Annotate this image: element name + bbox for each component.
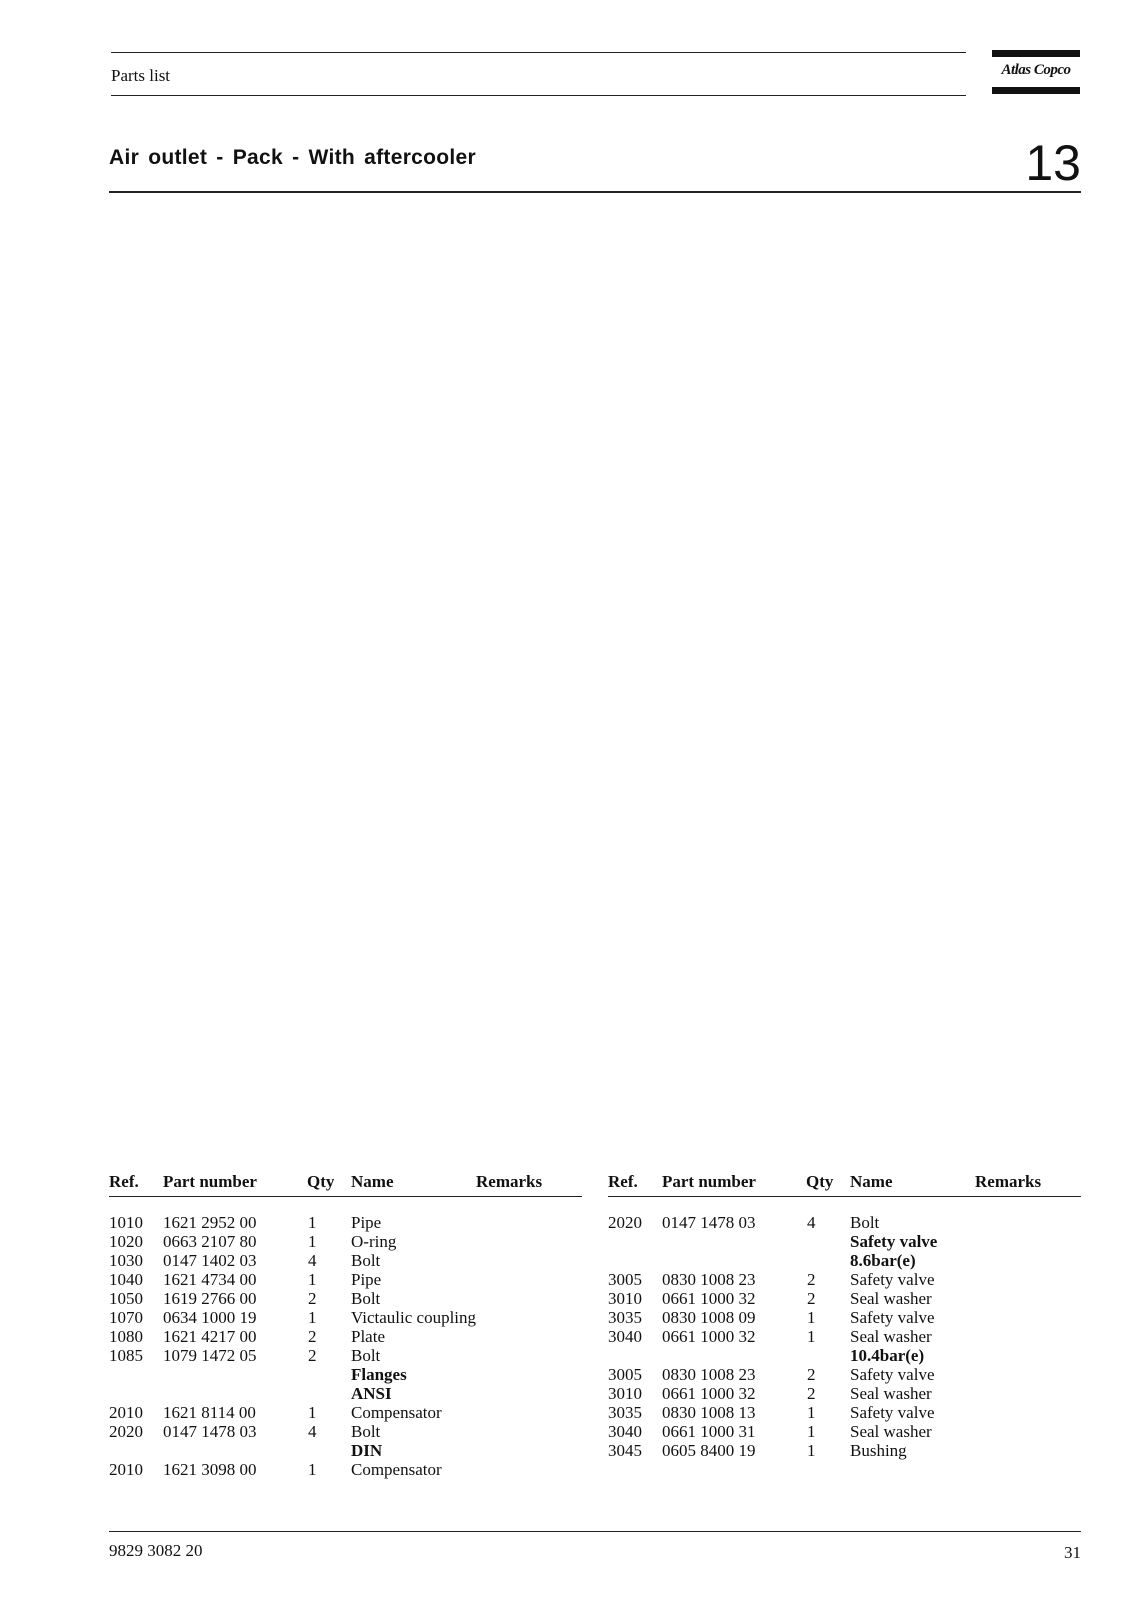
col-remarks-header: Remarks [476, 1172, 543, 1191]
ref-cell: 3035 [608, 1308, 642, 1327]
name-cell: Flanges [351, 1365, 407, 1384]
qty-cell: 2 [807, 1270, 816, 1289]
document-number: 9829 3082 20 [109, 1541, 203, 1560]
part-number-cell: 0147 1402 03 [163, 1251, 257, 1270]
logo-top-bar [992, 50, 1080, 57]
qty-cell: 2 [308, 1327, 317, 1346]
name-cell: Seal washer [850, 1327, 932, 1346]
logo-bottom-bar [992, 87, 1080, 94]
part-number-cell: 0147 1478 03 [662, 1213, 756, 1232]
part-number-cell: 1079 1472 05 [163, 1346, 257, 1365]
ref-cell: 2010 [109, 1460, 143, 1479]
qty-cell: 1 [807, 1441, 816, 1460]
name-cell: Bolt [351, 1346, 381, 1365]
qty-cell: 2 [807, 1365, 816, 1384]
ref-cell: 1030 [109, 1251, 143, 1270]
qty-cell: 1 [807, 1327, 816, 1346]
qty-cell: 4 [807, 1213, 816, 1232]
name-cell: Compensator [351, 1403, 442, 1422]
qty-cell: 1 [807, 1403, 816, 1422]
section-label: Parts list [111, 66, 171, 85]
table-row [608, 1232, 1081, 1251]
ref-cell: 2010 [109, 1403, 143, 1422]
ref-cell: 1040 [109, 1270, 143, 1289]
ref-cell: 1080 [109, 1327, 143, 1346]
ref-cell: 1020 [109, 1232, 143, 1251]
name-cell: Seal washer [850, 1422, 932, 1441]
name-cell: Seal washer [850, 1289, 932, 1308]
ref-cell: 3005 [608, 1365, 642, 1384]
part-number-cell: 0663 2107 80 [163, 1232, 257, 1251]
qty-cell: 1 [308, 1270, 317, 1289]
name-cell: Compensator [351, 1460, 442, 1479]
ref-cell: 3040 [608, 1327, 642, 1346]
col-ref-header: Ref. [608, 1172, 638, 1191]
qty-cell: 1 [807, 1308, 816, 1327]
ref-cell: 3010 [608, 1289, 642, 1308]
part-number-cell: 0661 1000 31 [662, 1422, 756, 1441]
name-cell: Bolt [351, 1422, 381, 1441]
name-cell: Pipe [351, 1213, 382, 1232]
qty-cell: 1 [308, 1213, 317, 1232]
qty-cell: 1 [807, 1422, 816, 1441]
name-cell: Safety valve [850, 1308, 935, 1327]
name-cell: Safety valve [850, 1270, 935, 1289]
name-cell: Bolt [351, 1251, 381, 1270]
table-header [608, 1172, 1081, 1197]
atlas-copco-logo [992, 50, 1080, 94]
ref-cell: 1085 [109, 1346, 143, 1365]
part-number-cell: 0661 1000 32 [662, 1327, 756, 1346]
table-row [608, 1270, 1081, 1289]
table-row [109, 1327, 582, 1346]
logo-wordmark: Atlas Copco [1001, 62, 1071, 78]
ref-cell: 3005 [608, 1270, 642, 1289]
table-row [109, 1251, 582, 1270]
table-row [109, 1308, 582, 1327]
part-number-cell: 1621 2952 00 [163, 1213, 257, 1232]
part-number-cell: 1621 3098 00 [163, 1460, 257, 1479]
col-name-header: Name [351, 1172, 394, 1191]
name-cell: Bolt [351, 1289, 381, 1308]
name-cell: Victaulic coupling [351, 1308, 477, 1327]
name-cell: 8.6bar(e) [850, 1251, 916, 1270]
col-part-header: Part number [662, 1172, 756, 1191]
name-cell: Safety valve [850, 1365, 935, 1384]
name-cell: 10.4bar(e) [850, 1346, 925, 1365]
table-row [608, 1213, 1081, 1232]
table-row [109, 1213, 582, 1232]
table-row [608, 1327, 1081, 1346]
ref-cell: 1070 [109, 1308, 143, 1327]
col-remarks-header: Remarks [975, 1172, 1042, 1191]
header-top-rule [111, 52, 966, 53]
qty-cell: 1 [308, 1308, 317, 1327]
parts-table-left [109, 1172, 582, 1479]
table-header [109, 1172, 582, 1197]
ref-cell: 3010 [608, 1384, 642, 1403]
name-cell: Bushing [850, 1441, 907, 1460]
qty-cell: 2 [807, 1289, 816, 1308]
table-row [109, 1232, 582, 1251]
qty-cell: 2 [807, 1384, 816, 1403]
table-row [608, 1346, 1081, 1365]
part-number-cell: 1621 4217 00 [163, 1327, 257, 1346]
table-row [109, 1441, 582, 1460]
ref-cell: 3045 [608, 1441, 642, 1460]
table-row [608, 1251, 1081, 1270]
col-qty-header: Qty [307, 1172, 335, 1191]
col-name-header: Name [850, 1172, 893, 1191]
part-number-cell: 0661 1000 32 [662, 1384, 756, 1403]
header-bottom-rule [111, 95, 966, 96]
part-number-cell: 0830 1008 23 [662, 1270, 756, 1289]
table-row [608, 1384, 1081, 1403]
part-number-cell: 0605 8400 19 [662, 1441, 756, 1460]
ref-cell: 1010 [109, 1213, 143, 1232]
table-row [109, 1384, 582, 1403]
table-body [109, 1213, 582, 1479]
chapter-number: 13 [1025, 135, 1081, 191]
part-number-cell: 1621 8114 00 [163, 1403, 256, 1422]
qty-cell: 1 [308, 1232, 317, 1251]
table-row [608, 1403, 1081, 1422]
name-cell: Bolt [850, 1213, 880, 1232]
part-number-cell: 0830 1008 13 [662, 1403, 756, 1422]
col-ref-header: Ref. [109, 1172, 139, 1191]
part-number-cell: 1621 4734 00 [163, 1270, 257, 1289]
table-row [109, 1365, 582, 1384]
ref-cell: 2020 [608, 1213, 642, 1232]
name-cell: Pipe [351, 1270, 382, 1289]
part-number-cell: 1619 2766 00 [163, 1289, 257, 1308]
qty-cell: 2 [308, 1289, 317, 1308]
table-row [109, 1403, 582, 1422]
qty-cell: 1 [308, 1403, 317, 1422]
name-cell: Plate [351, 1327, 385, 1346]
part-number-cell: 0830 1008 09 [662, 1308, 756, 1327]
ref-cell: 3040 [608, 1422, 642, 1441]
col-part-header: Part number [163, 1172, 257, 1191]
name-cell: Seal washer [850, 1384, 932, 1403]
name-cell: Safety valve [850, 1232, 938, 1251]
table-body [608, 1213, 1081, 1460]
part-number-cell: 0661 1000 32 [662, 1289, 756, 1308]
col-qty-header: Qty [806, 1172, 834, 1191]
title-rule [109, 191, 1081, 193]
qty-cell: 1 [308, 1460, 317, 1479]
table-row [608, 1289, 1081, 1308]
ref-cell: 2020 [109, 1422, 143, 1441]
table-row [608, 1441, 1081, 1460]
table-row [109, 1270, 582, 1289]
table-row [608, 1365, 1081, 1384]
table-row [109, 1289, 582, 1308]
footer-rule [109, 1531, 1081, 1532]
part-number-cell: 0830 1008 23 [662, 1365, 756, 1384]
ref-cell: 1050 [109, 1289, 143, 1308]
table-row [608, 1308, 1081, 1327]
parts-table-right [608, 1172, 1081, 1460]
table-row [109, 1422, 582, 1441]
qty-cell: 4 [308, 1251, 317, 1270]
name-cell: O-ring [351, 1232, 397, 1251]
page-number: 31 [1064, 1543, 1081, 1562]
ref-cell: 3035 [608, 1403, 642, 1422]
table-row [109, 1346, 582, 1365]
qty-cell: 4 [308, 1422, 317, 1441]
name-cell: Safety valve [850, 1403, 935, 1422]
name-cell: DIN [351, 1441, 383, 1460]
table-row [608, 1422, 1081, 1441]
part-number-cell: 0147 1478 03 [163, 1422, 257, 1441]
qty-cell: 2 [308, 1346, 317, 1365]
page-title: Air outlet - Pack - With aftercooler [109, 146, 476, 169]
part-number-cell: 0634 1000 19 [163, 1308, 257, 1327]
table-row [109, 1460, 582, 1479]
name-cell: ANSI [351, 1384, 392, 1403]
